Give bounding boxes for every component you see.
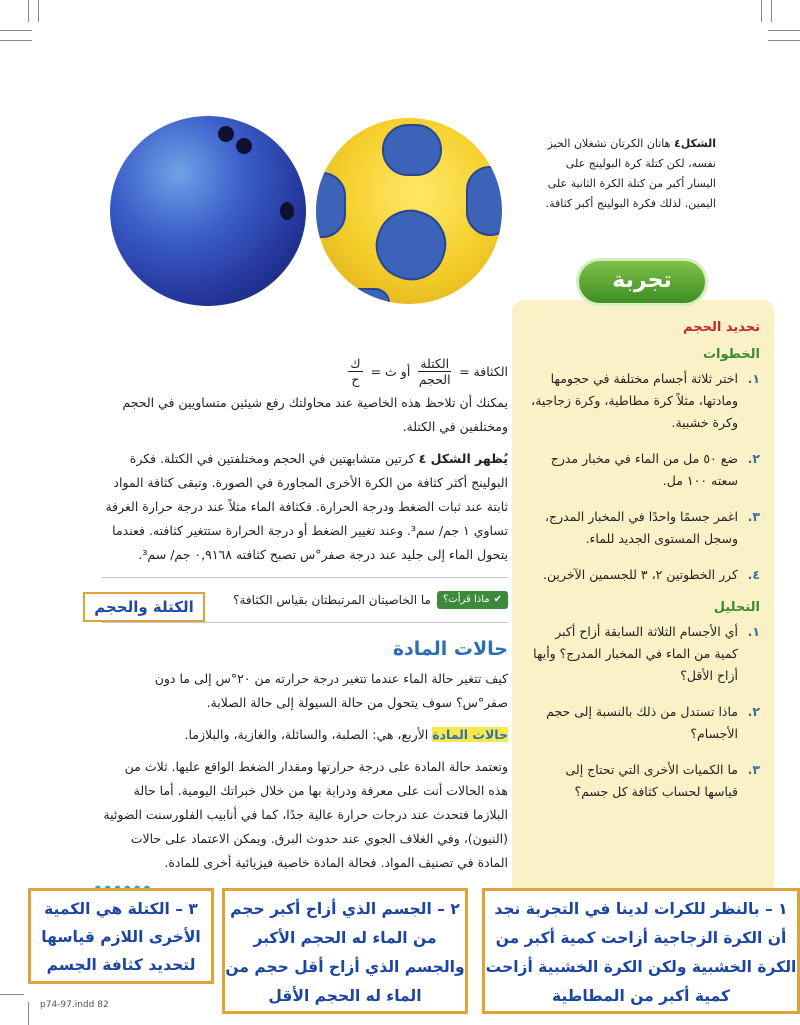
formula-lhs: الكثافة =: [459, 363, 508, 379]
bowling-ball-image: [110, 116, 306, 306]
reading-check-badge: [437, 591, 508, 609]
figure-label: الشكل٤: [673, 137, 716, 150]
step-text: اختر ثلاثة أجسام مختلفة في حجومها ومادتها، مثلاً كرة مطاطية، وكرة زجاجية، وكرة خشبية.: [531, 371, 738, 430]
analysis-item: [528, 621, 760, 687]
paragraph-1: يمكنك أن تلاحظ هذه الخاصية عند محاولتك رفع شيئين متساويين في الحجم ومختلفين في الكتلة.: [122, 395, 508, 434]
paragraph-3: كيف تتغير حالة الماء عندما تتغير درجة حرارته من ٢٠°س إلى ما دون صفر°س؟ سوف يتحول من حالة السيولة إلى حالة الصلابة.: [154, 671, 508, 710]
analysis-number: ١.: [747, 624, 760, 639]
experiment-title: تحديد الحجم: [683, 320, 760, 335]
crop-mark: [771, 0, 772, 22]
paragraph-2: [102, 447, 508, 567]
analysis-item: [528, 759, 760, 803]
reading-check-question: ما الخاصيتان المرتبطتان بقياس الكثافة؟: [233, 593, 431, 607]
step-number: ٤.: [747, 567, 760, 582]
rubber-ball-image: [316, 118, 502, 304]
crop-mark: [28, 0, 29, 22]
step-text: اغمر جسمًا واحدًا في المخبار المدرج، وسجل المستوى الجديد للماء.: [545, 509, 738, 546]
formula-h: ح: [351, 372, 360, 387]
answer-box-1: ١ – بالنظر للكرات لدينا في التجربة نجد أن الكرة الزجاجية أزاحت كمية أكبر من الكرة الخشبية ولكن الكرة الخشبية أزاحت كمية أكبر من المطاطية: [482, 888, 800, 1014]
paragraph-2-lead: يُظهر الشكل ٤: [418, 451, 508, 466]
steps-heading: الخطوات: [702, 347, 760, 362]
formula-symbol-fraction: [348, 356, 362, 387]
step-number: ١.: [747, 371, 760, 386]
crop-mark: [0, 994, 24, 995]
crop-mark: [761, 0, 762, 22]
step-item: [528, 448, 760, 492]
crop-mark: [768, 30, 800, 31]
crop-mark: [768, 40, 800, 41]
divider: [102, 622, 508, 623]
analysis-number: ٢.: [747, 704, 760, 719]
paragraph-2-text: كرتين متشابهتين في الحجم ومختلفتين في الكتلة. فكرة البولينج أكثر كثافة من الكرة الأخرى المجاورة في الصورة. وتبقى كثافة المواد ثابتة عند ثبات الضغط ودرجة الحرارة. فكثافة الماء مثلاً عند درجة حرارة الغرفة تساوي ١ جم/ سم³. وعند تغيير الضغط أو درجة الحرارة ستتغير كثافته. فعندما يتحول الماء إلى جليد عند درجة صفر°س تصبح كثافته ٠,٩١٦٨ جم/ سم³.: [105, 451, 508, 562]
page-footer: p74-97.indd 82: [40, 1000, 109, 1010]
reading-check-badge-label: ماذا قرأت؟: [442, 594, 490, 605]
step-item: [528, 564, 760, 586]
figure-caption: [536, 134, 716, 214]
paragraph-5: وتعتمد حالة المادة على درجة حرارتها ومقدار الضغط الواقع عليها. ثلاث من هذه الحالات أنت على معرفة ودراية بها من خلال خبراتك اليومية. أما حالة البلازما فتحدث عند درجات حرارة عالية جدًا، كما في أنابيب الفلورسنت الضوئية (النيون)، وفي الغلاف الجوي عند حدوث البرق. ويمكن الاعتماد على حالات المادة في تصنيف المواد. فحالة المادة خاصية فيزيائية أخرى للمادة.: [103, 759, 508, 870]
analysis-item: [528, 701, 760, 745]
formula-or: أو ث =: [370, 363, 411, 379]
crop-mark: [0, 30, 32, 31]
analysis-number: ٣.: [747, 762, 760, 777]
paragraph-4-text: الأربع، هي: الصلبة، والسائلة، والغازية، والبلازما.: [184, 727, 433, 742]
step-number: ٣.: [747, 509, 760, 524]
step-text: ضع ٥٠ مل من الماء في مخبار مدرج سعته ١٠٠ مل.: [550, 451, 738, 488]
formula-denominator: الحجم: [418, 372, 451, 387]
reading-check-answer: الكتلة والحجم: [83, 592, 205, 622]
analysis-heading: التحليل: [713, 600, 760, 615]
answer-box-2: ٢ – الجسم الذي أزاح أكبر حجم من الماء له الحجم الأكبر والجسم الذي أزاح أقل حجم من الماء له الحجم الأقل: [222, 888, 468, 1014]
step-number: ٢.: [747, 451, 760, 466]
step-item: [528, 506, 760, 550]
step-item: [528, 368, 760, 434]
analysis-text: أي الأجسام الثلاثة السابقة أزاح أكبر كمية من الماء في المخبار المدرج؟ وأيها أزاح الأقل؟: [533, 624, 738, 683]
section-title: حالات المادة: [392, 638, 508, 660]
answer-box-3: ٣ – الكتلة هي الكمية الأخرى اللازم قياسها لتحديد كثافة الجسم: [28, 888, 214, 984]
density-formula: [102, 356, 508, 387]
divider: [102, 577, 508, 578]
paragraph-4: [102, 723, 508, 747]
figure-caption-text: هاتان الكرتان تشغلان الحيز نفسه، لكن كتلة كرة البولينج على اليسار أكبر من كتلة الكرة الثانية على اليمين. لذلك فكرة البولينج أكبر كثافة.: [545, 137, 716, 210]
crop-mark: [0, 40, 32, 41]
crop-mark: [28, 1002, 29, 1025]
formula-k: ك: [350, 356, 361, 371]
check-icon: ✔: [493, 594, 502, 605]
formula-fraction: [418, 356, 451, 387]
analysis-text: ماذا تستدل من ذلك بالنسبة إلى حجم الأجسام؟: [546, 704, 738, 741]
experiment-tab-banner: تجربة: [576, 258, 708, 306]
formula-numerator: الكتلة: [420, 356, 450, 371]
experiment-panel: [512, 300, 774, 896]
highlighted-term: حالات المادة: [432, 727, 508, 742]
step-text: كرر الخطوتين ٢، ٣ للجسمين الآخرين.: [543, 567, 738, 582]
crop-mark: [38, 0, 39, 22]
analysis-text: ما الكميات الأخرى التي تحتاج إلى قياسها لحساب كثافة كل جسم؟: [565, 762, 738, 799]
